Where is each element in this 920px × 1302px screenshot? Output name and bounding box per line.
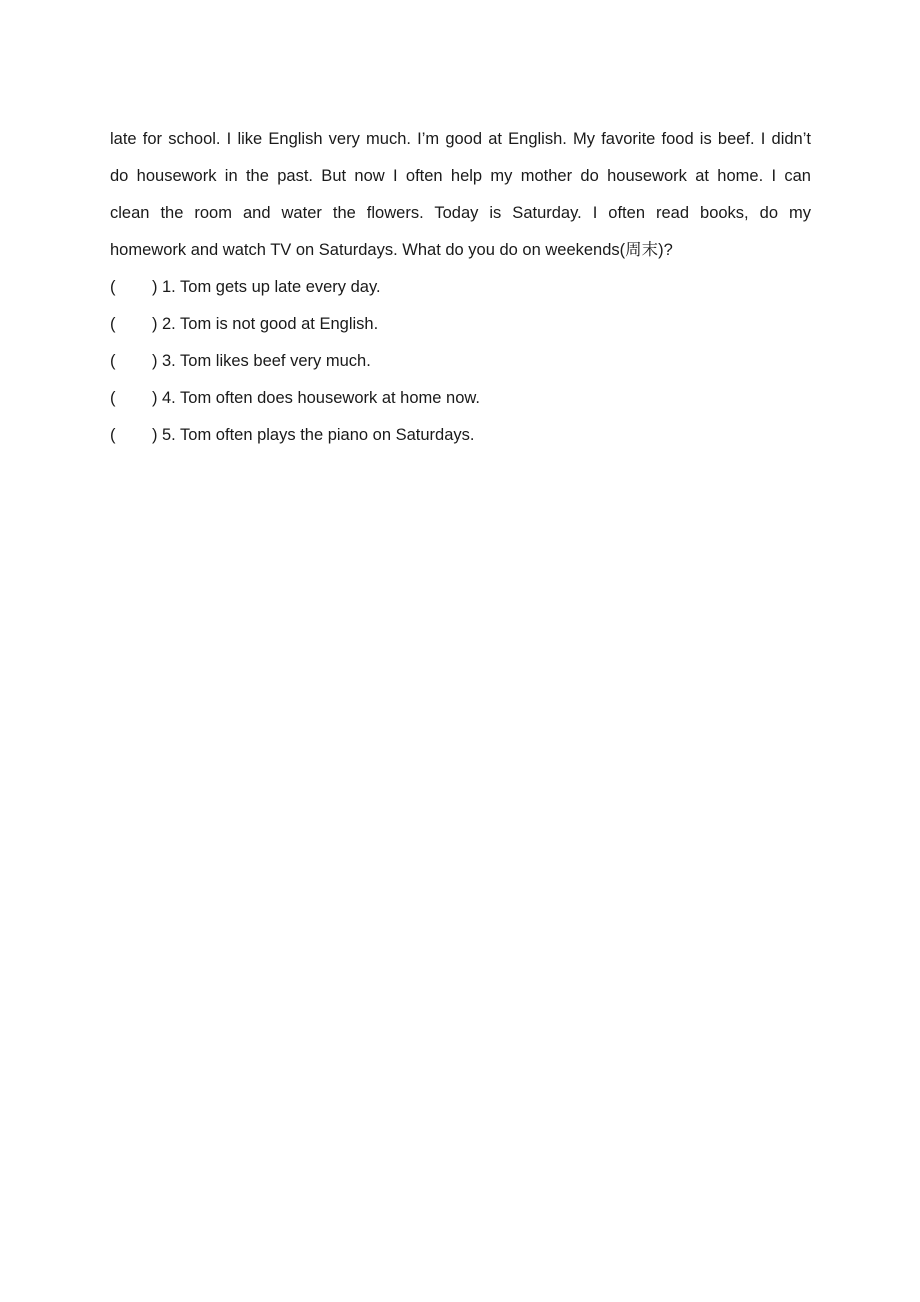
answer-blank-open-paren: ( [110,352,116,370]
passage-line: do housework in the past. But now I often help my mother do housework at home. I can [110,167,811,185]
passage-line: late for school. I like English very much. I’m good at English. My favorite food is beef. I didn’t [110,130,811,148]
answer-blank-open-paren: ( [110,278,116,296]
question-text: 2. Tom is not good at English. [162,315,379,333]
reading-passage [110,121,811,269]
question-item [110,269,811,306]
answer-blank-close-paren: ) [152,278,158,296]
answer-blank-close-paren: ) [152,315,158,333]
question-item [110,380,811,417]
question-list [110,269,811,454]
answer-blank-open-paren: ( [110,389,116,407]
question-text: 1. Tom gets up late every day. [162,278,381,296]
question-text: 4. Tom often does housework at home now. [162,389,480,407]
passage-line: homework and watch TV on Saturdays. What do you do on weekends(周末)? [110,241,673,259]
answer-blank-close-paren: ) [152,352,158,370]
answer-blank-open-paren: ( [110,426,116,444]
question-item [110,417,811,454]
answer-blank-close-paren: ) [152,389,158,407]
answer-blank-close-paren: ) [152,426,158,444]
question-text: 5. Tom often plays the piano on Saturdays. [162,426,475,444]
worksheet-content [110,121,811,454]
question-item [110,343,811,380]
passage-line: clean the room and water the flowers. Today is Saturday. I often read books, do my [110,204,811,222]
question-text: 3. Tom likes beef very much. [162,352,371,370]
question-item [110,306,811,343]
answer-blank-open-paren: ( [110,315,116,333]
